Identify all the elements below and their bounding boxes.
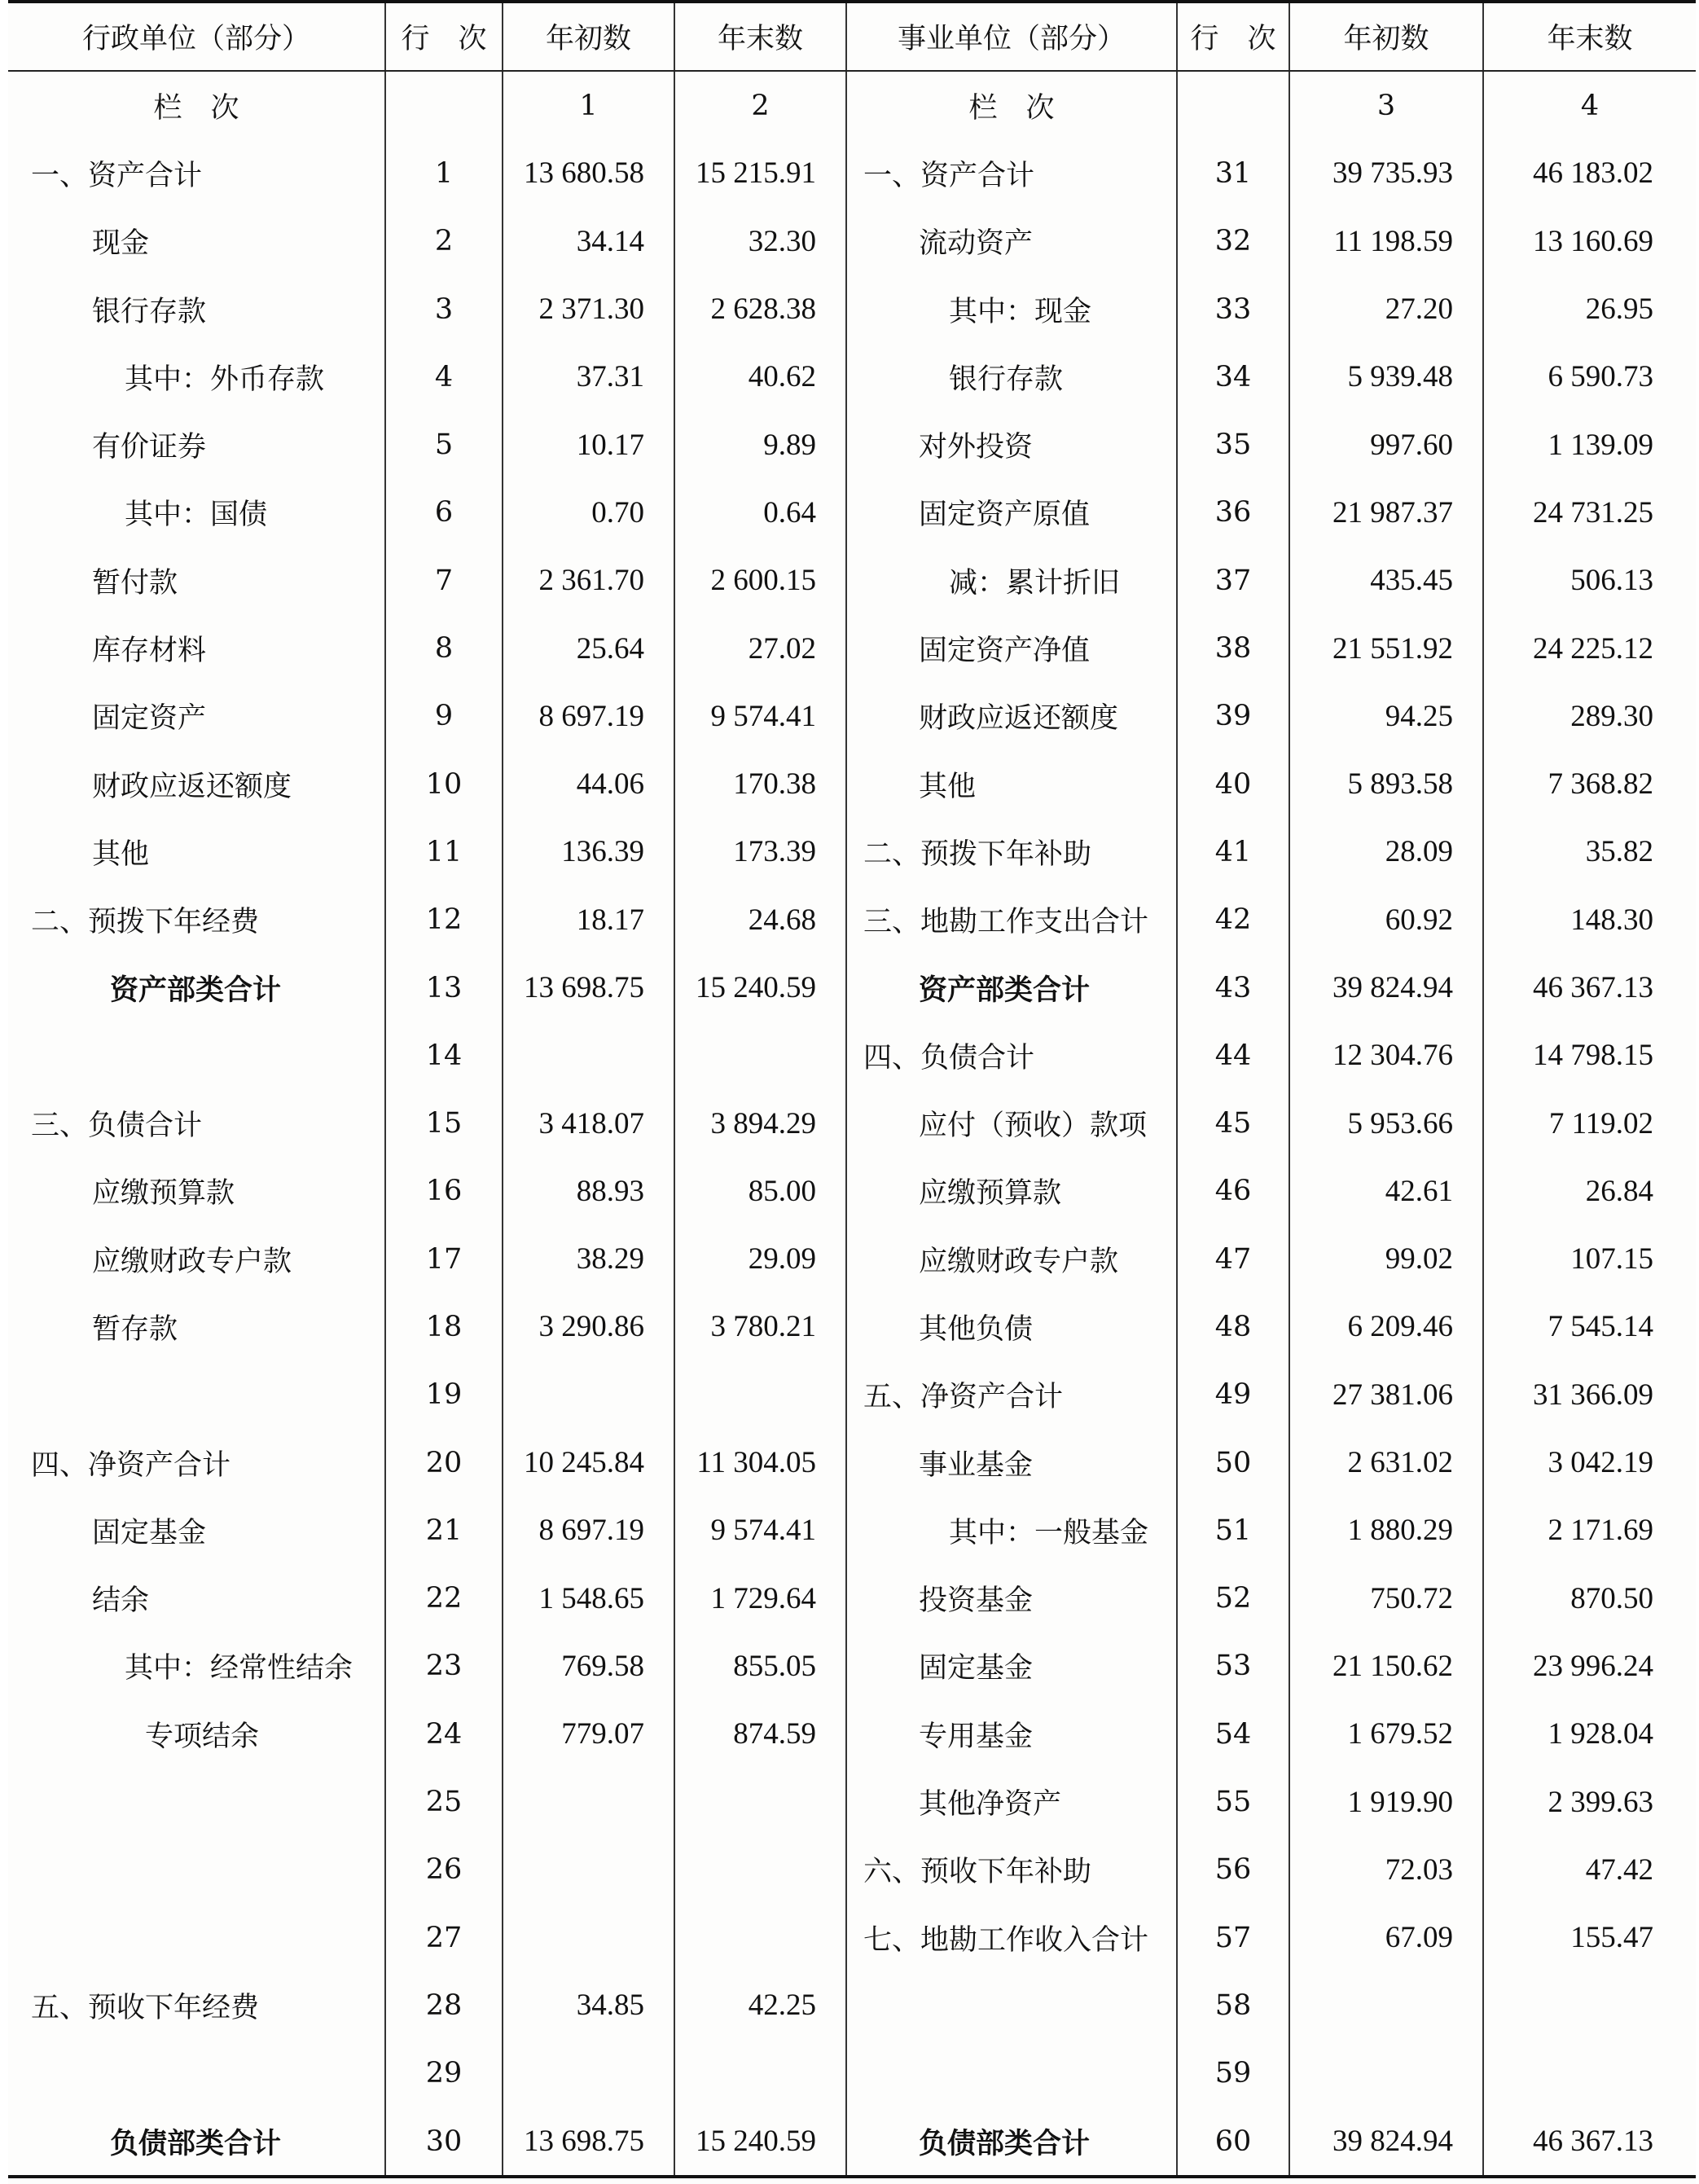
left-item-label: 现金: [92, 227, 150, 261]
left-begin-value: 136.39: [503, 818, 674, 885]
left-end-value: 29.09: [674, 1225, 846, 1293]
left-item-label: 固定资产: [92, 702, 207, 736]
left-end-value: 40.62: [674, 343, 846, 411]
left-end-value: 42.25: [674, 1971, 846, 2039]
table-row: [8, 139, 1696, 207]
left-begin-value: 8 697.19: [503, 683, 674, 750]
left-item-label: 银行存款: [92, 295, 207, 328]
left-begin-value: 38.29: [503, 1225, 674, 1293]
column-number-left-row: [385, 71, 503, 139]
left-row-number: 5: [385, 411, 503, 478]
left-row-number: 3: [385, 275, 503, 343]
left-row-number: 6: [385, 479, 503, 547]
table-row: [8, 343, 1696, 411]
right-end-value: [1483, 2040, 1696, 2107]
left-row-number: 18: [385, 1293, 503, 1360]
left-end-value: [674, 1022, 846, 1089]
table-row: [8, 2107, 1696, 2177]
right-row-number: 57: [1177, 1904, 1289, 1971]
right-row-number: 45: [1177, 1089, 1289, 1157]
left-row-number: 28: [385, 1971, 503, 2039]
right-item-label: 银行存款: [846, 343, 1177, 411]
left-begin-value: [503, 1904, 674, 1971]
right-row-number: 54: [1177, 1700, 1289, 1768]
right-begin-value: 11 198.59: [1289, 208, 1483, 275]
right-begin-value: 27.20: [1289, 275, 1483, 343]
right-end-value: 35.82: [1483, 818, 1696, 885]
left-end-value: [674, 2040, 846, 2107]
right-row-number: 31: [1177, 139, 1289, 207]
header-right-end: 年末数: [1483, 2, 1696, 71]
right-row-number: 53: [1177, 1633, 1289, 1700]
left-begin-value: 44.06: [503, 750, 674, 818]
left-item-label: [8, 2040, 385, 2107]
right-begin-value: 6 209.46: [1289, 1293, 1483, 1360]
right-end-value: 7 545.14: [1483, 1293, 1696, 1360]
left-begin-value: 0.70: [503, 479, 674, 547]
table-row: [8, 1633, 1696, 1700]
left-row-number: 20: [385, 1429, 503, 1496]
right-item-label: 七、地勘工作收入合计: [846, 1904, 1177, 1971]
left-row-number: 7: [385, 547, 503, 614]
table-row: [8, 411, 1696, 478]
header-right-row: 行 次: [1177, 2, 1289, 71]
right-begin-value: 21 150.62: [1289, 1633, 1483, 1700]
left-end-value: 874.59: [674, 1700, 846, 1768]
right-begin-value: 750.72: [1289, 1565, 1483, 1633]
table-row: [8, 275, 1696, 343]
right-begin-value: 5 953.66: [1289, 1089, 1483, 1157]
right-item-label: 固定基金: [846, 1633, 1177, 1700]
left-end-value: 2 600.15: [674, 547, 846, 614]
right-end-value: 2 399.63: [1483, 1768, 1696, 1835]
left-end-value: 170.38: [674, 750, 846, 818]
right-end-value: [1483, 1971, 1696, 2039]
right-item-label: [846, 1971, 1177, 2039]
right-item-label: 应缴财政专户款: [846, 1225, 1177, 1293]
right-begin-value: 435.45: [1289, 547, 1483, 614]
right-begin-value: 39 735.93: [1289, 139, 1483, 207]
left-begin-value: 25.64: [503, 614, 674, 682]
left-row-number: 10: [385, 750, 503, 818]
right-row-number: 50: [1177, 1429, 1289, 1496]
right-item-label: 五、净资产合计: [846, 1361, 1177, 1429]
right-row-number: 35: [1177, 411, 1289, 478]
right-row-number: 46: [1177, 1158, 1289, 1225]
left-end-value: 11 304.05: [674, 1429, 846, 1496]
column-number-left-label: 栏 次: [153, 91, 239, 125]
right-begin-value: 12 304.76: [1289, 1022, 1483, 1089]
right-end-value: 46 183.02: [1483, 139, 1696, 207]
left-item-label: 其中：外币存款: [125, 363, 325, 396]
column-number-right-label: 栏 次: [846, 71, 1177, 139]
left-row-number: 22: [385, 1565, 503, 1633]
right-item-label: 三、地勘工作支出合计: [846, 886, 1177, 954]
right-item-label: 减：累计折旧: [846, 547, 1177, 614]
left-begin-value: [503, 1836, 674, 1904]
left-row-number: 16: [385, 1158, 503, 1225]
right-item-label: 资产部类合计: [846, 954, 1177, 1022]
right-begin-value: 39 824.94: [1289, 2107, 1483, 2177]
left-item-label: 四、净资产合计: [31, 1448, 231, 1482]
left-end-value: 85.00: [674, 1158, 846, 1225]
right-begin-value: 1 679.52: [1289, 1700, 1483, 1768]
left-item-label: 结余: [92, 1584, 150, 1618]
column-number-4: 4: [1483, 71, 1696, 139]
right-row-number: 56: [1177, 1836, 1289, 1904]
left-row-number: 8: [385, 614, 503, 682]
table-row: [8, 1089, 1696, 1157]
right-item-label: 固定资产原值: [846, 479, 1177, 547]
right-row-number: 49: [1177, 1361, 1289, 1429]
table-row: [8, 750, 1696, 818]
left-row-number: 26: [385, 1836, 503, 1904]
right-begin-value: 67.09: [1289, 1904, 1483, 1971]
left-end-value: 1 729.64: [674, 1565, 846, 1633]
right-row-number: 55: [1177, 1768, 1289, 1835]
left-item-label: 二、预拨下年经费: [31, 906, 260, 939]
left-begin-value: 2 371.30: [503, 275, 674, 343]
left-end-value: [674, 1836, 846, 1904]
left-begin-value: 34.85: [503, 1971, 674, 2039]
right-item-label: 专用基金: [846, 1700, 1177, 1768]
left-end-value: [674, 1768, 846, 1835]
left-end-value: 27.02: [674, 614, 846, 682]
left-row-number: 11: [385, 818, 503, 885]
left-begin-value: 13 698.75: [503, 2107, 674, 2177]
left-row-number: 23: [385, 1633, 503, 1700]
right-begin-value: 99.02: [1289, 1225, 1483, 1293]
left-begin-value: 34.14: [503, 208, 674, 275]
left-begin-value: 37.31: [503, 343, 674, 411]
left-begin-value: 769.58: [503, 1633, 674, 1700]
table-row: [8, 547, 1696, 614]
right-item-label: 其中：一般基金: [846, 1496, 1177, 1564]
right-end-value: 1 139.09: [1483, 411, 1696, 478]
right-item-label: 负债部类合计: [846, 2107, 1177, 2177]
right-begin-value: 28.09: [1289, 818, 1483, 885]
right-row-number: 44: [1177, 1022, 1289, 1089]
right-row-number: 59: [1177, 2040, 1289, 2107]
table-row: [8, 1022, 1696, 1089]
right-row-number: 47: [1177, 1225, 1289, 1293]
left-begin-value: [503, 1022, 674, 1089]
table-row: [8, 886, 1696, 954]
left-row-number: 15: [385, 1089, 503, 1157]
column-number-right-row: [1177, 71, 1289, 139]
left-begin-value: 13 680.58: [503, 139, 674, 207]
right-end-value: 26.84: [1483, 1158, 1696, 1225]
right-end-value: 1 928.04: [1483, 1700, 1696, 1768]
left-begin-value: 88.93: [503, 1158, 674, 1225]
right-begin-value: [1289, 1971, 1483, 2039]
left-row-number: 13: [385, 954, 503, 1022]
table-row: [8, 818, 1696, 885]
right-end-value: 24 225.12: [1483, 614, 1696, 682]
left-item-label: 资产部类合计: [110, 973, 282, 1007]
right-item-label: 应缴预算款: [846, 1158, 1177, 1225]
left-item-label: 应缴财政专户款: [92, 1245, 292, 1278]
column-number-2: 2: [674, 71, 846, 139]
left-item-label: 五、预收下年经费: [31, 1991, 260, 2024]
right-row-number: 36: [1177, 479, 1289, 547]
right-begin-value: 39 824.94: [1289, 954, 1483, 1022]
right-row-number: 40: [1177, 750, 1289, 818]
left-begin-value: [503, 1768, 674, 1835]
left-item-label: 应缴预算款: [92, 1177, 235, 1211]
left-item-label: 负债部类合计: [110, 2126, 282, 2160]
column-number-3: 3: [1289, 71, 1483, 139]
left-end-value: 173.39: [674, 818, 846, 885]
left-begin-value: 3 418.07: [503, 1089, 674, 1157]
right-begin-value: 21 551.92: [1289, 614, 1483, 682]
right-item-label: 固定资产净值: [846, 614, 1177, 682]
left-begin-value: 2 361.70: [503, 547, 674, 614]
right-end-value: 46 367.13: [1483, 954, 1696, 1022]
table-row: [8, 1225, 1696, 1293]
left-row-number: 9: [385, 683, 503, 750]
right-begin-value: [1289, 2040, 1483, 2107]
left-item-label: [8, 1361, 385, 1429]
table-body: [8, 71, 1696, 2177]
left-row-number: 12: [385, 886, 503, 954]
right-item-label: 投资基金: [846, 1565, 1177, 1633]
right-end-value: 3 042.19: [1483, 1429, 1696, 1496]
left-end-value: 0.64: [674, 479, 846, 547]
table-row: [8, 1700, 1696, 1768]
left-row-number: 2: [385, 208, 503, 275]
right-row-number: 48: [1177, 1293, 1289, 1360]
right-begin-value: 5 893.58: [1289, 750, 1483, 818]
right-end-value: 6 590.73: [1483, 343, 1696, 411]
header-left-row: 行 次: [385, 2, 503, 71]
left-row-number: 17: [385, 1225, 503, 1293]
right-begin-value: 42.61: [1289, 1158, 1483, 1225]
right-row-number: 42: [1177, 886, 1289, 954]
left-begin-value: 13 698.75: [503, 954, 674, 1022]
right-row-number: 39: [1177, 683, 1289, 750]
right-item-label: 财政应返还额度: [846, 683, 1177, 750]
right-item-label: 事业基金: [846, 1429, 1177, 1496]
right-end-value: 289.30: [1483, 683, 1696, 750]
left-begin-value: 779.07: [503, 1700, 674, 1768]
right-end-value: 24 731.25: [1483, 479, 1696, 547]
table-row: [8, 1429, 1696, 1496]
left-row-number: 25: [385, 1768, 503, 1835]
left-item-label: 其中：经常性结余: [125, 1652, 353, 1685]
table-row: [8, 614, 1696, 682]
left-end-value: 24.68: [674, 886, 846, 954]
left-end-value: 9.89: [674, 411, 846, 478]
left-row-number: 4: [385, 343, 503, 411]
left-item-label: 暂付款: [92, 566, 178, 600]
left-end-value: 3 894.29: [674, 1089, 846, 1157]
right-end-value: 47.42: [1483, 1836, 1696, 1904]
column-number-1: 1: [503, 71, 674, 139]
right-end-value: 26.95: [1483, 275, 1696, 343]
right-begin-value: 72.03: [1289, 1836, 1483, 1904]
right-row-number: 34: [1177, 343, 1289, 411]
right-item-label: 应付（预收）款项: [846, 1089, 1177, 1157]
right-end-value: 7 368.82: [1483, 750, 1696, 818]
right-row-number: 37: [1177, 547, 1289, 614]
left-item-label: 库存材料: [92, 635, 207, 668]
left-item-label: 三、负债合计: [31, 1110, 203, 1143]
header-left-end: 年末数: [674, 2, 846, 71]
right-row-number: 51: [1177, 1496, 1289, 1564]
left-row-number: 19: [385, 1361, 503, 1429]
balance-sheet-table: [8, 0, 1696, 2178]
left-begin-value: [503, 2040, 674, 2107]
left-end-value: 32.30: [674, 208, 846, 275]
table-row: [8, 1293, 1696, 1360]
left-row-number: 21: [385, 1496, 503, 1564]
left-row-number: 27: [385, 1904, 503, 1971]
left-end-value: 15 240.59: [674, 954, 846, 1022]
left-end-value: 15 215.91: [674, 139, 846, 207]
left-end-value: 3 780.21: [674, 1293, 846, 1360]
right-begin-value: 2 631.02: [1289, 1429, 1483, 1496]
left-end-value: [674, 1361, 846, 1429]
right-item-label: [846, 2040, 1177, 2107]
table-row: [8, 1361, 1696, 1429]
left-end-value: 9 574.41: [674, 683, 846, 750]
right-end-value: 155.47: [1483, 1904, 1696, 1971]
header-left-unit: 行政单位（部分）: [8, 2, 385, 71]
right-item-label: 其他净资产: [846, 1768, 1177, 1835]
right-row-number: 33: [1177, 275, 1289, 343]
right-end-value: 7 119.02: [1483, 1089, 1696, 1157]
right-row-number: 32: [1177, 208, 1289, 275]
right-item-label: 流动资产: [846, 208, 1177, 275]
right-item-label: 对外投资: [846, 411, 1177, 478]
right-begin-value: 60.92: [1289, 886, 1483, 954]
right-end-value: 31 366.09: [1483, 1361, 1696, 1429]
right-begin-value: 27 381.06: [1289, 1361, 1483, 1429]
left-begin-value: 3 290.86: [503, 1293, 674, 1360]
left-begin-value: 8 697.19: [503, 1496, 674, 1564]
left-item-label: 有价证券: [92, 431, 207, 464]
right-begin-value: 1 880.29: [1289, 1496, 1483, 1564]
column-number-row: [8, 71, 1696, 139]
left-item-label: [8, 1022, 385, 1089]
right-item-label: 其中：现金: [846, 275, 1177, 343]
left-item-label: 其中：国债: [125, 499, 268, 532]
table-row: [8, 208, 1696, 275]
left-row-number: 30: [385, 2107, 503, 2177]
left-end-value: 2 628.38: [674, 275, 846, 343]
left-end-value: 9 574.41: [674, 1496, 846, 1564]
table-row: [8, 954, 1696, 1022]
left-item-label: 专项结余: [145, 1720, 260, 1753]
header-left-begin: 年初数: [503, 2, 674, 71]
left-end-value: [674, 1904, 846, 1971]
right-item-label: 其他负债: [846, 1293, 1177, 1360]
right-begin-value: 5 939.48: [1289, 343, 1483, 411]
table-row: [8, 683, 1696, 750]
left-end-value: 855.05: [674, 1633, 846, 1700]
left-item-label: 财政应返还额度: [92, 770, 292, 803]
left-begin-value: 18.17: [503, 886, 674, 954]
left-row-number: 29: [385, 2040, 503, 2107]
right-item-label: 一、资产合计: [846, 139, 1177, 207]
right-begin-value: 997.60: [1289, 411, 1483, 478]
left-row-number: 14: [385, 1022, 503, 1089]
left-item-label: 一、资产合计: [31, 159, 203, 192]
left-item-label: [8, 1904, 385, 1971]
right-end-value: 107.15: [1483, 1225, 1696, 1293]
left-row-number: 1: [385, 139, 503, 207]
right-begin-value: 21 987.37: [1289, 479, 1483, 547]
table-row: [8, 1496, 1696, 1564]
right-row-number: 58: [1177, 1971, 1289, 2039]
right-row-number: 60: [1177, 2107, 1289, 2177]
table-row: [8, 1565, 1696, 1633]
right-begin-value: 94.25: [1289, 683, 1483, 750]
left-begin-value: 10 245.84: [503, 1429, 674, 1496]
left-item-label: [8, 1768, 385, 1835]
table-row: [8, 1836, 1696, 1904]
right-item-label: 二、预拨下年补助: [846, 818, 1177, 885]
table-row: [8, 1158, 1696, 1225]
left-row-number: 24: [385, 1700, 503, 1768]
right-end-value: 13 160.69: [1483, 208, 1696, 275]
left-begin-value: 10.17: [503, 411, 674, 478]
document-page: [8, 0, 1696, 2184]
left-item-label: 固定基金: [92, 1516, 207, 1549]
left-begin-value: [503, 1361, 674, 1429]
table-row: [8, 2040, 1696, 2107]
right-item-label: 六、预收下年补助: [846, 1836, 1177, 1904]
right-begin-value: 1 919.90: [1289, 1768, 1483, 1835]
right-row-number: 41: [1177, 818, 1289, 885]
right-end-value: 23 996.24: [1483, 1633, 1696, 1700]
right-row-number: 52: [1177, 1565, 1289, 1633]
table-row: [8, 479, 1696, 547]
right-end-value: 506.13: [1483, 547, 1696, 614]
right-item-label: 四、负债合计: [846, 1022, 1177, 1089]
header-row: [8, 2, 1696, 71]
table-row: [8, 1768, 1696, 1835]
header-right-unit: 事业单位（部分）: [846, 2, 1177, 71]
right-end-value: 148.30: [1483, 886, 1696, 954]
right-item-label: 其他: [846, 750, 1177, 818]
right-row-number: 38: [1177, 614, 1289, 682]
left-item-label: 其他: [92, 837, 150, 871]
right-end-value: 870.50: [1483, 1565, 1696, 1633]
left-end-value: 15 240.59: [674, 2107, 846, 2177]
left-item-label: [8, 1836, 385, 1904]
right-row-number: 43: [1177, 954, 1289, 1022]
header-right-begin: 年初数: [1289, 2, 1483, 71]
right-end-value: 14 798.15: [1483, 1022, 1696, 1089]
right-end-value: 46 367.13: [1483, 2107, 1696, 2177]
left-begin-value: 1 548.65: [503, 1565, 674, 1633]
left-item-label: 暂存款: [92, 1312, 178, 1346]
right-end-value: 2 171.69: [1483, 1496, 1696, 1564]
table-row: [8, 1904, 1696, 1971]
table-row: [8, 1971, 1696, 2039]
